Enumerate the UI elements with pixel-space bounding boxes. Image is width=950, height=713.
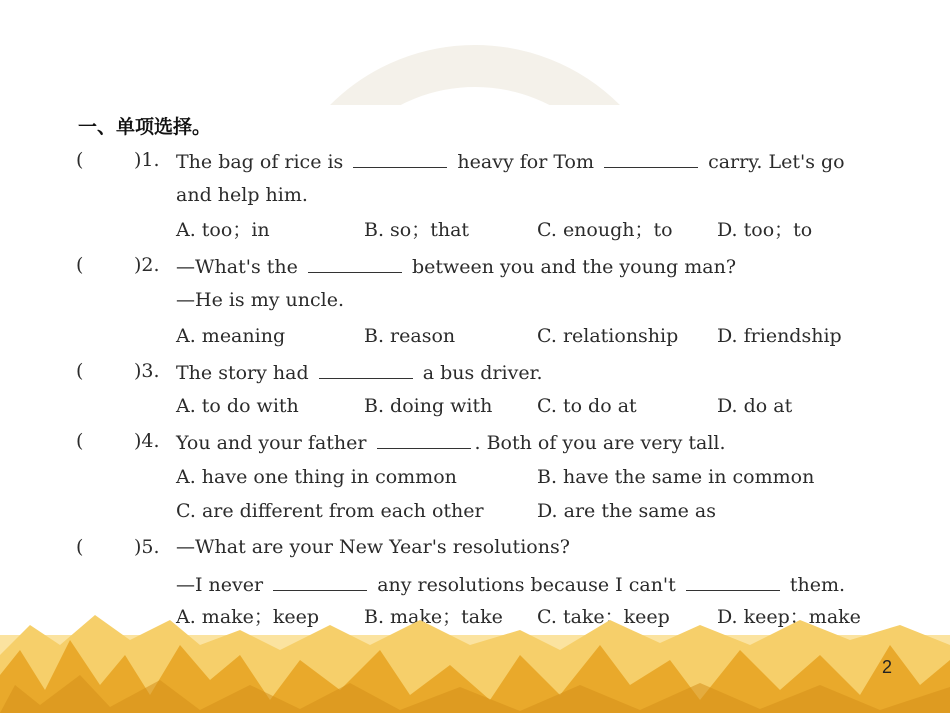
question-number-4: )4. xyxy=(134,430,160,452)
q4-option-c[interactable]: C. are different from each other xyxy=(176,500,484,522)
q1-text-c: carry. Let's go xyxy=(708,151,845,173)
q5-text-a: —I never xyxy=(176,574,264,596)
q1-text-a: The bag of rice is xyxy=(176,151,344,173)
q2-option-c[interactable]: C. relationship xyxy=(537,325,679,347)
question-3-line-1 xyxy=(176,360,543,384)
question-5-line-2 xyxy=(176,572,845,596)
q1-option-d[interactable]: D. too；to xyxy=(717,219,813,241)
question-2-line-2: —He is my uncle. xyxy=(176,289,344,311)
q4-option-d[interactable]: D. are the same as xyxy=(537,500,716,522)
q5-text-b: any resolutions because I can't xyxy=(377,574,676,596)
q5-option-d[interactable]: D. keep；make xyxy=(717,606,861,628)
question-1-line-1 xyxy=(176,149,845,173)
q1-option-c[interactable]: C. enough；to xyxy=(537,219,673,241)
q3-text-a: The story had xyxy=(176,362,309,384)
q5-text-c: them. xyxy=(789,574,846,596)
q1-blank-2[interactable] xyxy=(604,149,698,168)
q2-text-b: between you and the young man? xyxy=(411,256,737,278)
question-5-line-1: —What are your New Year's resolutions? xyxy=(176,536,570,558)
q3-blank-1[interactable] xyxy=(319,360,413,379)
q4-option-b[interactable]: B. have the same in common xyxy=(537,466,815,488)
q1-option-b[interactable]: B. so；that xyxy=(364,219,470,241)
q4-blank-1[interactable] xyxy=(377,430,471,449)
question-4-line-1 xyxy=(176,430,726,454)
q3-text-b: a bus driver. xyxy=(422,362,543,384)
question-number-5: )5. xyxy=(134,536,160,558)
answer-paren-4[interactable]: ( xyxy=(76,430,84,452)
q3-option-a[interactable]: A. to do with xyxy=(176,395,299,417)
q1-blank-1[interactable] xyxy=(353,149,447,168)
q5-option-b[interactable]: B. make；take xyxy=(364,606,503,628)
answer-paren-5[interactable]: ( xyxy=(76,536,84,558)
q5-blank-2[interactable] xyxy=(686,572,780,591)
q5-option-a[interactable]: A. make；keep xyxy=(176,606,320,628)
answer-paren-3[interactable]: ( xyxy=(76,360,84,382)
q3-option-b[interactable]: B. doing with xyxy=(364,395,493,417)
q3-option-c[interactable]: C. to do at xyxy=(537,395,637,417)
answer-paren-1[interactable]: ( xyxy=(76,149,84,171)
q2-text-a: —What's the xyxy=(176,256,298,278)
q4-option-a[interactable]: A. have one thing in common xyxy=(176,466,457,488)
q4-text-a: You and your father xyxy=(176,432,367,454)
q5-blank-1[interactable] xyxy=(273,572,367,591)
question-2-line-1 xyxy=(176,254,736,278)
section-title: 一、单项选择。 xyxy=(78,116,212,138)
question-number-3: )3. xyxy=(134,360,160,382)
question-number-1: )1. xyxy=(134,149,160,171)
q2-option-d[interactable]: D. friendship xyxy=(717,325,842,347)
q1-text-b: heavy for Tom xyxy=(457,151,594,173)
q5-option-c[interactable]: C. take；keep xyxy=(537,606,670,628)
question-1-line-2: and help him. xyxy=(176,184,308,206)
q4-text-b: . Both of you are very tall. xyxy=(474,432,726,454)
q3-option-d[interactable]: D. do at xyxy=(717,395,793,417)
q1-option-a[interactable]: A. too；in xyxy=(176,219,270,241)
q2-option-a[interactable]: A. meaning xyxy=(176,325,286,347)
q2-option-b[interactable]: B. reason xyxy=(364,325,456,347)
page-number: 2 xyxy=(881,657,892,677)
q2-blank-1[interactable] xyxy=(308,254,402,273)
question-number-2: )2. xyxy=(134,254,160,276)
answer-paren-2[interactable]: ( xyxy=(76,254,84,276)
footer-mountains xyxy=(0,615,950,713)
